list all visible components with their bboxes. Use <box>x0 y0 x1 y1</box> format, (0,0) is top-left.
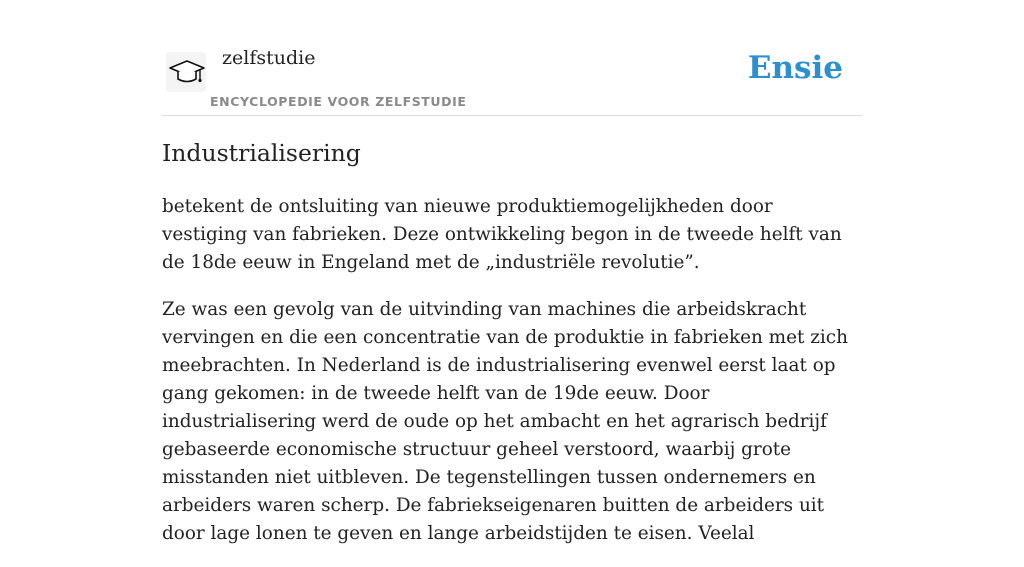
article-paragraph: betekent de ontsluiting van nieuwe produktiemogelijkheden door vestiging van fabrieken. Deze ontwikkeling begon in de tweede helft van de 18de eeuw in Engeland met de „industriële revolutie”. <box>162 196 842 273</box>
graduation-cap-icon[interactable] <box>166 52 206 92</box>
article-paragraph: Ze was een gevolg van de uitvinding van machines die arbeidskracht vervingen en die een concentratie van de produktie in fabrieken met zich meebrachten. In Nederland is de industrialisering evenwel eerst laat op gang gekomen: in de tweede helft van de 19de eeuw. Door industrialisering werd de oude op het ambacht en het agrarisch bedrijf gebaseerde economische structuur geheel verstoord, waarbij grote misstanden niet uitbleven. De tegenstellingen tussen ondernemers en arbeiders waren scherp. De fabriekseigenaren buitten de arbeiders uit door lage lonen te geven en lange arbeidstijden te eisen. Veelal <box>162 299 848 544</box>
article-title: Industrialisering <box>162 139 361 167</box>
article-body <box>162 193 862 567</box>
site-name-link[interactable]: zelfstudie <box>222 47 316 69</box>
graduation-cap-icon-graphic <box>168 58 206 88</box>
page <box>162 0 862 544</box>
brand-logo-link[interactable]: Ensie <box>747 50 843 86</box>
site-header <box>162 40 862 116</box>
site-tagline: ENCYCLOPEDIE VOOR ZELFSTUDIE <box>210 94 467 109</box>
